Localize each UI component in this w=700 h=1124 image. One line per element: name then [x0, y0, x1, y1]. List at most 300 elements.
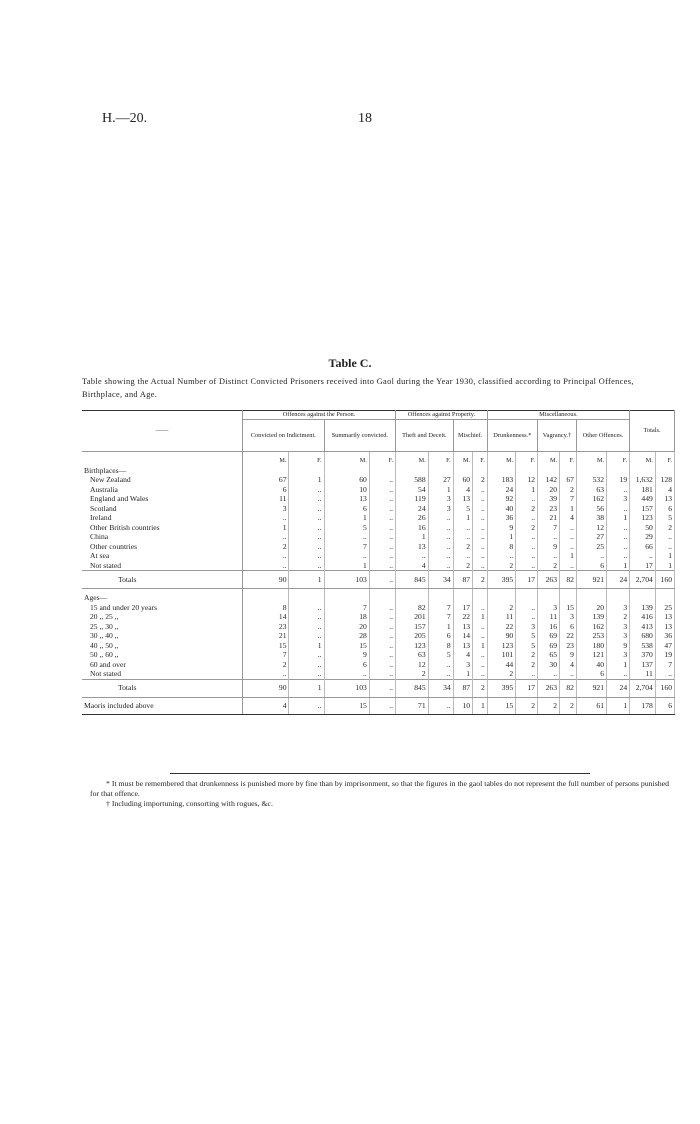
cell-value: 12 [516, 475, 538, 485]
cell-value: 3 [537, 603, 559, 613]
cell-value: .. [428, 660, 453, 670]
cell-value: 160 [655, 679, 674, 697]
cell-value: .. [289, 561, 324, 571]
cell-value: 3 [428, 494, 453, 504]
cell-value: .. [369, 669, 395, 679]
cell-value: 2 [487, 669, 515, 679]
cell-value: .. [473, 622, 488, 632]
cell-value: 11 [537, 612, 559, 622]
cell-value: 44 [487, 660, 515, 670]
label-column-header: —— [82, 411, 243, 452]
cell-value: 56 [576, 504, 606, 514]
cell-value: 416 [630, 612, 656, 622]
cell-value: 13 [655, 622, 674, 632]
cell-value: .. [289, 532, 324, 542]
cell-value: 921 [576, 571, 606, 589]
cell-value: 21 [243, 631, 289, 641]
cell-value: .. [428, 513, 453, 523]
cell-value: 15 [560, 603, 577, 613]
cell-value: 2 [516, 523, 538, 533]
cell-value: .. [473, 561, 488, 571]
cell-value: 2,704 [630, 571, 656, 589]
cell-value: .. [428, 551, 453, 561]
footnote-drunkenness: * It must be remembered that drunkenness is punished more by fine than by imprisonment, so that the figures in the gaol tables do not represent the full number of persons punished for that offence. [90, 779, 669, 798]
cell-value: 12 [576, 523, 606, 533]
indictment-header: Convicted on Indictment. [243, 420, 325, 452]
cell-value: .. [516, 494, 538, 504]
row-label: 50 ,, 60 ,, [82, 650, 243, 660]
cell-value: .. [655, 669, 674, 679]
table-row [82, 551, 675, 561]
cell-value: 532 [576, 475, 606, 485]
male-label: M. [453, 456, 472, 466]
cell-value: 2 [473, 475, 488, 485]
male-label: M. [576, 456, 606, 466]
table-row [82, 660, 675, 670]
cell-value: 11 [630, 669, 656, 679]
cell-value: 1 [473, 697, 488, 714]
cell-value: .. [560, 561, 577, 571]
cell-value: 16 [396, 523, 429, 533]
cell-value: 24 [607, 679, 630, 697]
footnote-vagrancy: † Including importuning, consorting with rogues, &c. [106, 799, 273, 808]
cell-value: 1 [453, 669, 472, 679]
cell-value: 20 [537, 485, 559, 495]
cell-value: 1 [473, 641, 488, 651]
cell-value: 23 [560, 641, 577, 651]
cell-value: 23 [243, 622, 289, 632]
cell-value: 201 [396, 612, 429, 622]
cell-value: 8 [243, 603, 289, 613]
cell-value: 66 [630, 542, 656, 552]
cell-value: 40 [487, 504, 515, 514]
cell-value: 27 [576, 532, 606, 542]
table-row [82, 622, 675, 632]
cell-value: 2 [655, 523, 674, 533]
cell-value: 17 [630, 561, 656, 571]
cell-value: 413 [630, 622, 656, 632]
table-description: Table showing the Actual Number of Distinct Convicted Prisoners received into Gaol during the Year 1930, classified according to Principal Offences, Birthplace, and Age. [82, 377, 634, 399]
table-body [82, 452, 675, 715]
cell-value: 1 [655, 551, 674, 561]
table-row [82, 542, 675, 552]
birthplaces-totals-row [82, 571, 675, 589]
cell-value: .. [630, 551, 656, 561]
cell-value: .. [516, 603, 538, 613]
mischief-header: Mischief. [453, 420, 487, 452]
cell-value: 25 [655, 603, 674, 613]
cell-value: 3 [428, 504, 453, 514]
cell-value: 1 [607, 513, 630, 523]
cell-value: .. [473, 669, 488, 679]
cell-value: 17 [453, 603, 472, 613]
cell-value: 160 [655, 571, 674, 589]
cell-value: .. [607, 504, 630, 514]
cell-value: 38 [576, 513, 606, 523]
cell-value: 7 [655, 660, 674, 670]
cell-value: 1 [324, 561, 369, 571]
cell-value: 1 [487, 532, 515, 542]
row-label: 15 and under 20 years [82, 603, 243, 613]
cell-value: 24 [396, 504, 429, 514]
cell-value: 1 [607, 561, 630, 571]
table-row [82, 561, 675, 571]
cell-value: .. [560, 532, 577, 542]
cell-value: 588 [396, 475, 429, 485]
cell-value: .. [516, 542, 538, 552]
cell-value: 5 [324, 523, 369, 533]
cell-value: .. [453, 551, 472, 561]
row-label: Maoris included above [82, 697, 243, 714]
cell-value: 13 [453, 622, 472, 632]
cell-value: .. [369, 542, 395, 552]
cell-value: .. [473, 532, 488, 542]
cell-value: .. [289, 603, 324, 613]
report-code: H.—20. [102, 111, 148, 126]
cell-value: .. [289, 660, 324, 670]
cell-value: .. [369, 631, 395, 641]
cell-value: 15 [324, 697, 369, 714]
cell-value: 69 [537, 631, 559, 641]
cell-value: .. [369, 660, 395, 670]
cell-value: 47 [655, 641, 674, 651]
cell-value: .. [289, 513, 324, 523]
cell-value: .. [473, 650, 488, 660]
cell-value: .. [607, 485, 630, 495]
cell-value: .. [607, 551, 630, 561]
cell-value: 90 [243, 679, 289, 697]
cell-value: .. [428, 697, 453, 714]
cell-value: 9 [537, 542, 559, 552]
cell-value: 9 [607, 641, 630, 651]
cell-value: .. [428, 669, 453, 679]
row-label: Other British countries [82, 523, 243, 533]
table-title: Table C. [328, 356, 372, 370]
cell-value: 15 [243, 641, 289, 651]
cell-value: 921 [576, 679, 606, 697]
table-row [82, 494, 675, 504]
cell-value: 538 [630, 641, 656, 651]
cell-value: 253 [576, 631, 606, 641]
cell-value: 82 [396, 603, 429, 613]
male-label: M. [396, 456, 429, 466]
cell-value: 5 [516, 631, 538, 641]
cell-value: 183 [487, 475, 515, 485]
cell-value: 6 [243, 485, 289, 495]
cell-value: 71 [396, 697, 429, 714]
cell-value: .. [289, 612, 324, 622]
table-row [82, 523, 675, 533]
cell-value: 157 [396, 622, 429, 632]
cell-value: .. [369, 485, 395, 495]
cell-value: .. [369, 641, 395, 651]
cell-value: .. [576, 551, 606, 561]
cell-value: 22 [487, 622, 515, 632]
cell-value: 263 [537, 571, 559, 589]
cell-value: 11 [243, 494, 289, 504]
cell-value: 5 [453, 504, 472, 514]
female-label: F. [473, 456, 488, 466]
cell-value: 30 [537, 660, 559, 670]
cell-value: 680 [630, 631, 656, 641]
cell-value: .. [243, 513, 289, 523]
female-label: F. [369, 456, 395, 466]
cell-value: 16 [537, 622, 559, 632]
cell-value: 23 [537, 504, 559, 514]
table-row [82, 641, 675, 651]
cell-value: 14 [453, 631, 472, 641]
cell-value: 1 [607, 697, 630, 714]
female-label: F. [560, 456, 577, 466]
cell-value: .. [428, 532, 453, 542]
cell-value: 6 [324, 504, 369, 514]
cell-value: 2 [453, 561, 472, 571]
cell-value: .. [243, 669, 289, 679]
cell-value: 8 [428, 641, 453, 651]
cell-value: 1 [289, 641, 324, 651]
cell-value: 82 [560, 571, 577, 589]
cell-value: .. [289, 697, 324, 714]
male-label: M. [630, 456, 656, 466]
theft-header: Theft and Deceit. [396, 420, 454, 452]
maoris-row [82, 697, 675, 714]
cell-value: 123 [630, 513, 656, 523]
cell-value: 36 [487, 513, 515, 523]
cell-value: 2 [516, 660, 538, 670]
table-row [82, 475, 675, 485]
cell-value: .. [369, 513, 395, 523]
cell-value: 180 [576, 641, 606, 651]
cell-value: 7 [428, 612, 453, 622]
cell-value: 15 [324, 641, 369, 651]
cell-value: .. [516, 669, 538, 679]
cell-value: 17 [516, 571, 538, 589]
row-label: Other countries [82, 542, 243, 552]
cell-value: 1 [289, 475, 324, 485]
cell-value: 24 [607, 571, 630, 589]
cell-value: 2 [243, 660, 289, 670]
row-label: Not stated [82, 669, 243, 679]
cell-value: 26 [396, 513, 429, 523]
cell-value: 4 [453, 485, 472, 495]
cell-value: .. [537, 551, 559, 561]
table-row [82, 504, 675, 514]
cell-value: 12 [396, 660, 429, 670]
cell-value: .. [289, 622, 324, 632]
row-label: Ireland [82, 513, 243, 523]
table-row [82, 669, 675, 679]
cell-value: 11 [487, 612, 515, 622]
ages-totals-row [82, 679, 675, 697]
cell-value: .. [473, 631, 488, 641]
row-label: 30 ,, 40 ,, [82, 631, 243, 641]
table-row [82, 612, 675, 622]
cell-value: 2 [487, 603, 515, 613]
cell-value: 63 [396, 650, 429, 660]
cell-value: .. [537, 532, 559, 542]
cell-value: 22 [560, 631, 577, 641]
female-label: F. [607, 456, 630, 466]
cell-value: 60 [324, 475, 369, 485]
cell-value: 1 [473, 612, 488, 622]
cell-value: 142 [537, 475, 559, 485]
female-label: F. [655, 456, 674, 466]
cell-value: .. [607, 523, 630, 533]
cell-value: 1,632 [630, 475, 656, 485]
row-label: 40 ,, 50 ,, [82, 641, 243, 651]
cell-value: 40 [576, 660, 606, 670]
cell-value: 103 [324, 679, 369, 697]
cell-value: 25 [576, 542, 606, 552]
cell-value: 69 [537, 641, 559, 651]
cell-value: 1 [428, 622, 453, 632]
cell-value: 67 [560, 475, 577, 485]
cell-value: 2 [560, 485, 577, 495]
cell-value: 60 [453, 475, 472, 485]
cell-value: .. [516, 561, 538, 571]
cell-value: 3 [453, 660, 472, 670]
cell-value: .. [473, 485, 488, 495]
table-row [82, 513, 675, 523]
cell-value: .. [369, 571, 395, 589]
cell-value: .. [289, 669, 324, 679]
cell-value: 4 [655, 485, 674, 495]
cell-value: 92 [487, 494, 515, 504]
cell-value: .. [369, 603, 395, 613]
row-label: Totals [82, 679, 243, 697]
cell-value: 54 [396, 485, 429, 495]
totals-header: Totals. [630, 411, 675, 452]
cell-value: .. [289, 494, 324, 504]
cell-value: .. [289, 523, 324, 533]
cell-value: 119 [396, 494, 429, 504]
row-label: At sea [82, 551, 243, 561]
cell-value: 3 [560, 612, 577, 622]
cell-value: .. [487, 551, 515, 561]
cell-value: 395 [487, 679, 515, 697]
cell-value: 63 [576, 485, 606, 495]
cell-value: .. [607, 669, 630, 679]
cell-value: 123 [396, 641, 429, 651]
cell-value: 137 [630, 660, 656, 670]
cell-value: .. [560, 542, 577, 552]
cell-value: .. [289, 650, 324, 660]
cell-value: 4 [396, 561, 429, 571]
cell-value: .. [473, 551, 488, 561]
cell-value: 1 [324, 513, 369, 523]
male-label: M. [324, 456, 369, 466]
cell-value: 29 [630, 532, 656, 542]
cell-value: 10 [453, 697, 472, 714]
row-label: England and Wales [82, 494, 243, 504]
cell-value: 13 [453, 641, 472, 651]
cell-value: 18 [324, 612, 369, 622]
cell-value: 1 [396, 532, 429, 542]
sex-subheader-row [82, 456, 675, 466]
row-label: New Zealand [82, 475, 243, 485]
cell-value: 162 [576, 622, 606, 632]
cell-value: 2 [396, 669, 429, 679]
cell-value: .. [243, 551, 289, 561]
cell-value: 123 [487, 641, 515, 651]
cell-value: 7 [324, 603, 369, 613]
cell-value: 139 [576, 612, 606, 622]
row-label: Scotland [82, 504, 243, 514]
cell-value: .. [428, 561, 453, 571]
cell-value: .. [560, 523, 577, 533]
footnote-rule [170, 773, 590, 774]
cell-value: .. [537, 669, 559, 679]
cell-value: 28 [324, 631, 369, 641]
cell-value: 34 [428, 679, 453, 697]
page-number: 18 [358, 111, 372, 126]
cell-value: 2 [487, 561, 515, 571]
cell-value: 6 [324, 660, 369, 670]
cell-value: 21 [537, 513, 559, 523]
cell-value: 9 [324, 650, 369, 660]
cell-value: 87 [453, 679, 472, 697]
cell-value: 14 [243, 612, 289, 622]
table-row [82, 485, 675, 495]
cell-value: 4 [453, 650, 472, 660]
cell-value: 7 [324, 542, 369, 552]
cell-value: 181 [630, 485, 656, 495]
cell-value: .. [369, 523, 395, 533]
table-row [82, 532, 675, 542]
cell-value: .. [473, 660, 488, 670]
cell-value: 845 [396, 679, 429, 697]
cell-value: 2 [473, 679, 488, 697]
cell-value: 6 [655, 697, 674, 714]
row-label: 25 ,, 30 ,, [82, 622, 243, 632]
footnotes [90, 773, 680, 809]
other-offences-header: Other Offences. [576, 420, 629, 452]
cell-value: 20 [576, 603, 606, 613]
cell-value: 3 [607, 650, 630, 660]
cell-value: 7 [243, 650, 289, 660]
cell-value: .. [473, 523, 488, 533]
cell-value: 1 [289, 571, 324, 589]
cell-value: 6 [576, 669, 606, 679]
cell-value: .. [473, 542, 488, 552]
cell-value: .. [369, 612, 395, 622]
cell-value: .. [473, 513, 488, 523]
table-row [82, 603, 675, 613]
cell-value: .. [369, 475, 395, 485]
cell-value: .. [428, 523, 453, 533]
cell-value: 39 [537, 494, 559, 504]
vagrancy-header: Vagrancy.† [537, 420, 576, 452]
cell-value: .. [369, 561, 395, 571]
cell-value: 36 [655, 631, 674, 641]
group-misc-header: Miscellaneous. [487, 411, 629, 420]
cell-value: 1 [428, 485, 453, 495]
cell-value: 3 [607, 494, 630, 504]
cell-value: .. [516, 551, 538, 561]
cell-value: 162 [576, 494, 606, 504]
male-label: M. [537, 456, 559, 466]
cell-value: .. [560, 669, 577, 679]
cell-value: .. [607, 532, 630, 542]
female-label: F. [289, 456, 324, 466]
cell-value: 103 [324, 571, 369, 589]
cell-value: 1 [560, 504, 577, 514]
cell-value: 2 [560, 697, 577, 714]
cell-value: 5 [428, 650, 453, 660]
section-heading: Birthplaces— [82, 466, 243, 476]
cell-value: 17 [516, 679, 538, 697]
cell-value: 6 [576, 561, 606, 571]
